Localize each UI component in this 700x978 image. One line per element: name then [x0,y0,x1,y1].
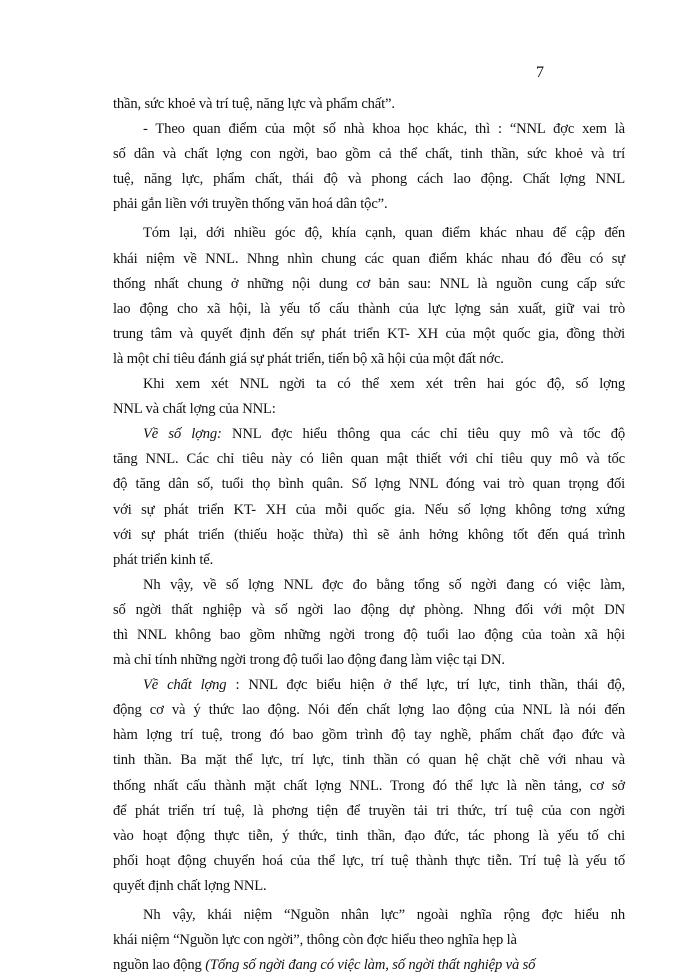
paragraph [113,573,625,673]
text-line: tinh thần. Ba mặt thể lực, trí lực, tinh thần có quan hệ chặt chẽ với nhau và [113,752,625,769]
paragraph [113,422,625,573]
text-line: hàm lợng trí tuệ, trong đó bao gồm trình độ tay nghề, phẩm chất đạo đức và [113,727,625,744]
paragraph [113,92,625,117]
text-line: thì NNL không bao gồm những ngời trong độ tuổi lao động của toàn xã hội [113,626,625,643]
final-line-normal: nguồn lao động [113,957,206,974]
text-line: thần, sức khoẻ và trí tuệ, năng lực và phẩm chất”. [113,96,395,112]
text-line: vào hoạt động thực tiễn, ý thức, tinh thần, đạo đức, tác phong là yếu tố chi [113,827,625,844]
text-line: thống nhất chung ở những nội dung cơ bản sau: NNL là nguồn cung cấp sức [113,275,625,292]
text-line: phối hoạt động chuyển hoá của thể lực, trí tuệ thành thực tiễn. Trí tuệ là yếu tố [113,852,625,869]
paragraph [113,372,625,422]
text-line: khái niệm về NNL. Nhng nhìn chung các quan điểm khác nhau đó đều có sự [113,250,625,267]
line-text: : NNL đợc biểu hiện ở thể lực, trí lực, tinh thần, thái độ, [226,677,625,694]
text-line: để phát triển trí tuệ, là phơng tiện để truyền tải tri thức, trí tuệ của con ngời [113,802,625,819]
paragraph [113,117,625,217]
final-line [113,953,625,978]
text-line: trung tâm và quyết định đến sự phát triển KT- XH của một quốc gia, đồng thời [113,325,625,342]
text-line: tăng NNL. Các chỉ tiêu này có liên quan mật thiết với chỉ tiêu quy mô và tốc [113,451,625,468]
text-line: động cơ và ý thức lao động. Nói đến chất lợng lao động của NNL là nói đến [113,702,625,719]
paragraph [113,673,625,899]
text-line: với sự phát triển KT- XH của mỗi quốc gia. Nếu số lợng không tơng xứng [113,501,625,518]
text-line: tuệ, năng lực, phẩm chất, thái độ và phong cách lao động. Chất lợng NNL [113,171,625,188]
text-line: Khi xem xét NNL ngời ta có thể xem xét trên hai góc độ, số lợng [143,376,625,393]
text-line: quyết định chất lợng NNL. [113,877,267,894]
text-line: lao động cho xã hội, là yếu tố cấu thành của lực lợng sản xuất, giữ vai trò [113,300,625,317]
text-line: NNL và chất lợng của NNL: [113,401,276,418]
line-text: NNL đợc hiểu thông qua các chỉ tiêu quy mô và tốc độ [221,426,626,443]
text-line: phát triển kinh tế. [113,551,214,568]
text-line: khái niệm “Nguồn lực con ngời”, thông còn đợc hiểu theo nghĩa hẹp là [113,932,517,949]
text-line [113,422,625,447]
text-line: - Theo quan điểm của một số nhà khoa học khác, thì : “NNL đợc xem là [143,121,625,138]
text-line: là một chỉ tiêu đánh giá sự phát triển, tiến bộ xã hội của một đất nớc. [113,350,504,367]
text-line: số ngời thất nghiệp và số ngời lao động dự phòng. Nhng đối với một DN [113,601,625,618]
text-line [113,673,625,698]
text-line: thống nhất cấu thành mặt chất lợng NNL. Trong đó thể lực là nền tảng, cơ sở [113,777,625,794]
text-line: với sự phát triển (thiếu hoặc thừa) thì sẽ ảnh hởng không tốt đến quá trình [113,526,625,543]
text-line: phải gắn liền với truyền thống văn hoá dân tộc”. [113,196,388,213]
text-line: mà chỉ tính những ngời trong độ tuổi lao động đang làm việc tại DN. [113,652,505,669]
text-line: Tóm lại, dới nhiều góc độ, khía cạnh, quan điểm khác nhau để cập đến [143,225,625,242]
text-line: độ tăng dân số, tuổi thọ bình quân. Số lợng NNL đóng vai trò quan trọng đối [113,476,625,493]
document-body [113,92,625,978]
italic-heading: Về số lợng: [143,426,222,443]
italic-heading: Về chất lợng [143,677,227,694]
text-line: số dân và chất lợng con ngời, bao gồm cả thể chất, tinh thần, sức khoẻ và trí [113,146,625,163]
text-line: Nh vậy, về số lợng NNL đợc đo bằng tổng số ngời đang có việc làm, [143,576,625,593]
paragraph [113,903,625,953]
text-line: Nh vậy, khái niệm “Nguồn nhân lực” ngoài nghĩa rộng đợc hiểu nh [143,907,625,923]
page-number: 7 [536,64,544,81]
final-line-italic: (Tổng số ngời đang có việc làm, số ngời thất nghiệp và số [205,957,536,974]
paragraph [113,221,625,372]
